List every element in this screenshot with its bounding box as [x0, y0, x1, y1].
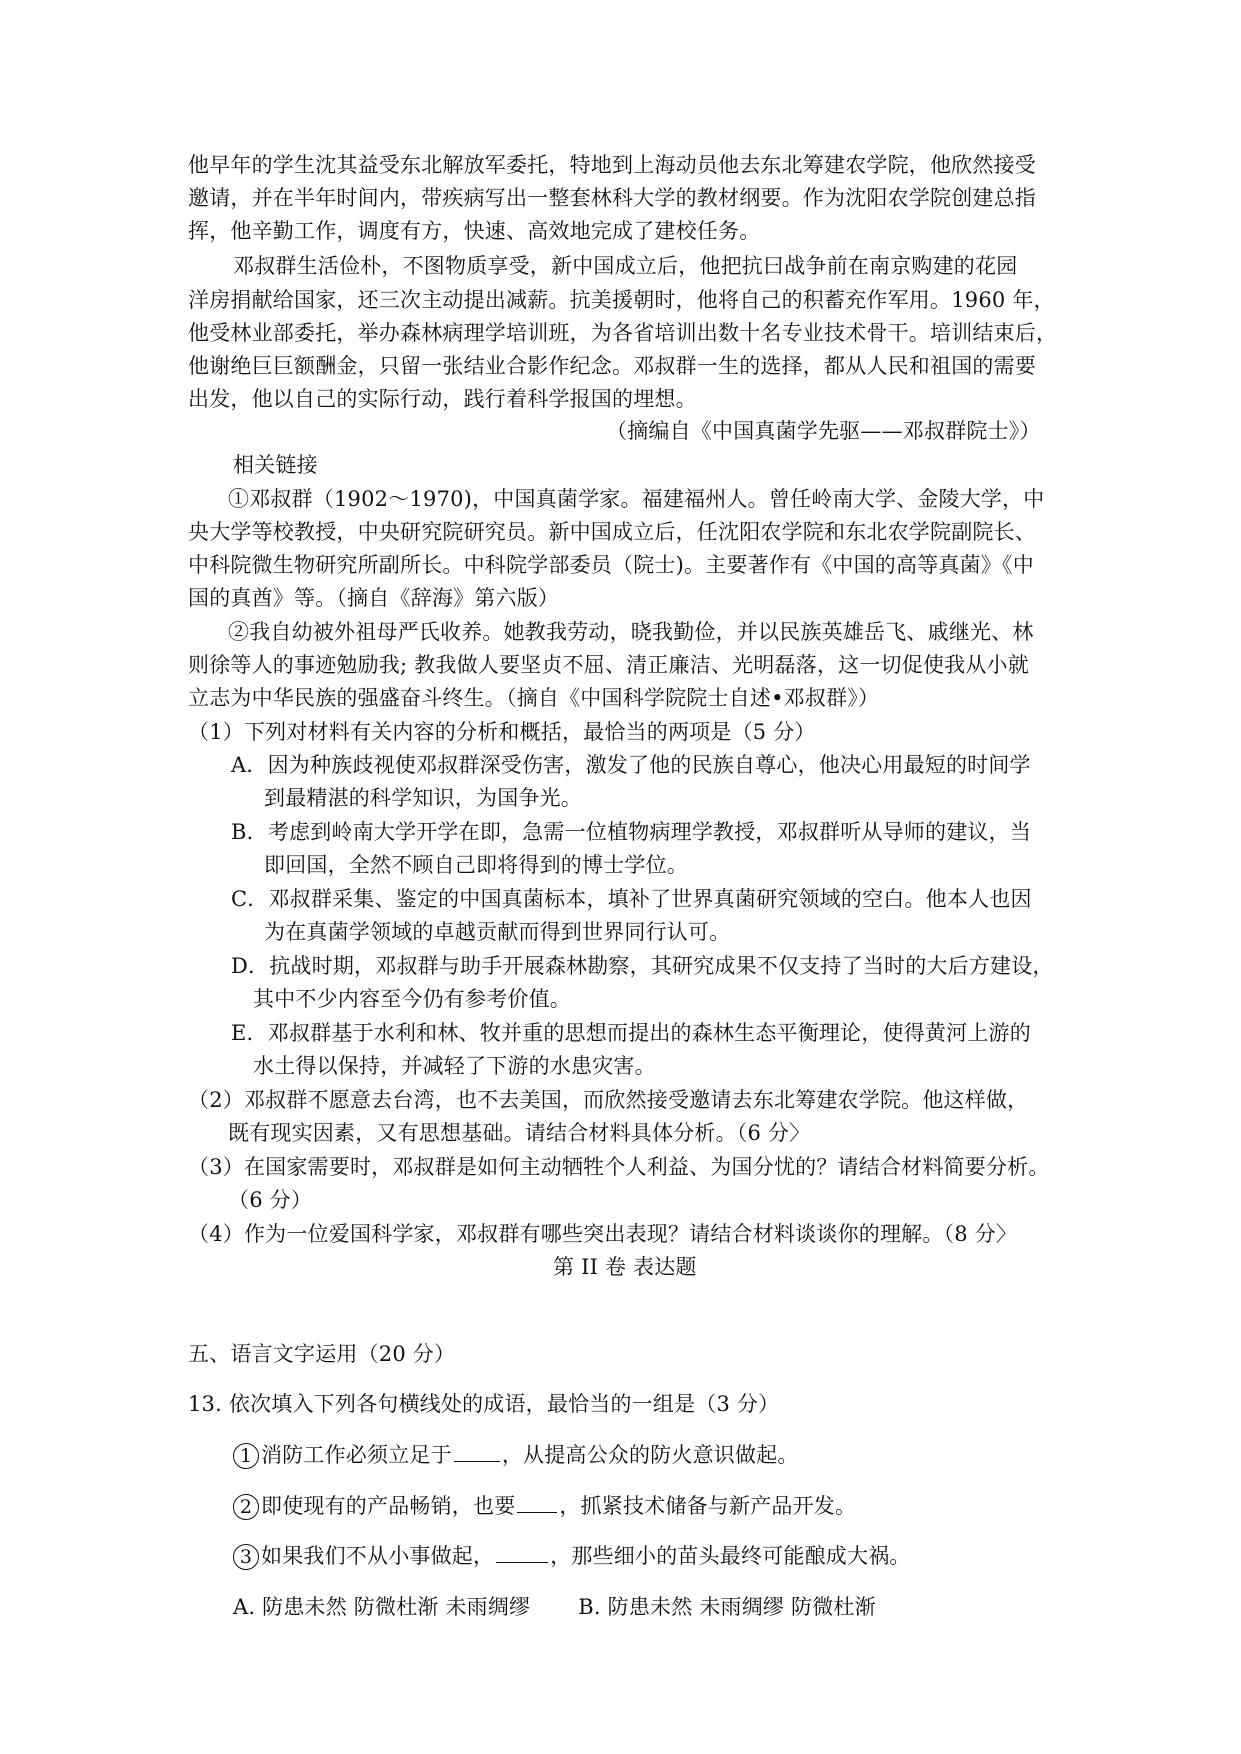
- passage-line: 他受林业部委托，举办森林病理学培训班，为各省培训出数十名专业技术骨干。培训结束后，: [188, 321, 1058, 345]
- passage-line: 洋房捐献给国家，还三次主动提出减薪。抗美援朝时，他将自己的积蓄充作军用。1960 年，: [188, 288, 1055, 312]
- question-3: （3）在国家需要时，邓叔群是如何主动牺牲个人利益、为国分忧的？请结合材料简要分析。: [188, 1155, 1050, 1179]
- link-line: 立志为中华民族的强盛奋斗终生。（摘自《中国科学院院士自述•邓叔群》）: [188, 686, 880, 710]
- passage-line: 邓叔群生活俭朴，不图物质享受，新中国成立后，他把抗曰战争前在南京购建的花园: [233, 254, 1018, 278]
- option-b: B．考虑到岭南大学开学在即，急需一位植物病理学教授，邓叔群听从导师的建议，当: [231, 820, 1032, 844]
- question-2-cont: 既有现实因素，又有思想基础。请结合材料具体分析。（6 分〉: [228, 1121, 811, 1145]
- link-line: ①邓叔群（1902～1970)，中国真菌学家。福建福州人。曾任岭南大学、金陵大学，中: [228, 487, 1045, 511]
- option-a-cont: 到最精湛的科学知识，为国争光。: [264, 786, 582, 810]
- circled-number: 3: [233, 1544, 259, 1570]
- passage-line: 出发，他以自己的实际行动，践行着科学报国的埋想。: [188, 387, 697, 411]
- option-d-cont: 其中不少内容至今仍有参考价值。: [253, 987, 571, 1011]
- question-1-stem: （1）下列对材料有关内容的分析和概括，最恰当的两项是（5 分）: [188, 720, 816, 744]
- option-d: D．抗战时期，邓叔群与助手开展森林勘察，其研究成果不仅支持了当时的大后方建设，: [231, 954, 1054, 978]
- option-b: B. 防患未然 未雨绸缪 防微杜渐: [578, 1595, 876, 1619]
- links-heading: 相关链接: [233, 453, 318, 477]
- question-2: （2）邓叔群不愿意去台湾，也不去美国，而欣然接受邀请去东北筹建农学院。他这样做，: [188, 1088, 1029, 1112]
- link-line: ②我自幼被外祖母严氏收养。她教我劳动，晓我勤俭，并以民族英雄岳飞、戚继光、林: [228, 620, 1034, 644]
- question-4: （4）作为一位爱国科学家，邓叔群有哪些突出表现？请结合材料谈谈你的理解。（8 分〉: [188, 1222, 1018, 1246]
- option-a: A．因为种族歧视使邓叔群深受伤害，激发了他的民族自尊心，他决心用最短的时间学: [231, 753, 1031, 777]
- option-e-cont: 水土得以保持，并减轻了下游的水患灾害。: [253, 1054, 656, 1078]
- sentence-3: 3 如果我们不从小事做起， ，那些细小的苗头最终可能酿成大祸。: [233, 1540, 911, 1571]
- option-c-cont: 为在真菌学领域的卓越贡献而得到世界同行认可。: [264, 920, 731, 944]
- sentence-2: 2 即使现有的产品畅销，也要 ，抓紧技术储备与新产品开发。: [233, 1490, 856, 1521]
- passage-line: 他早年的学生沈其益受东北解放军委托，特地到上海动员他去东北筹建农学院，他欣然接受: [188, 153, 1036, 177]
- question-13-stem: 13. 依次填入下列各句横线处的成语，最恰当的一组是（3 分）: [188, 1392, 780, 1416]
- answer-blank[interactable]: [517, 1490, 557, 1513]
- option-e: E．邓叔群基于水利和林、牧并重的思想而提出的森林生态平衡理论，使得黄河上游的: [231, 1021, 1031, 1045]
- option-b-cont: 即回国，全然不顾自己即将得到的博士学位。: [264, 853, 688, 877]
- sentence-1: 1 消防工作必须立足于 ，从提高公众的防火意识做起。: [233, 1439, 799, 1470]
- volume-title: 第 II 卷 表达题: [553, 1255, 697, 1279]
- option-c: C．邓叔群采集、鉴定的中国真菌标本，填补了世界真菌研究领域的空白。他本人也因: [231, 887, 1032, 911]
- answer-blank[interactable]: [454, 1439, 500, 1462]
- link-line: 则徐等人的事迹勉励我; 教我做人要坚贞不屈、清正廉洁、光明磊落，这一切促使我从小就: [188, 653, 1029, 677]
- answer-blank[interactable]: [496, 1540, 548, 1563]
- passage-line: 挥，他辛勤工作，调度有方，快速、高效地完成了建校任务。: [188, 219, 761, 243]
- circled-number: 1: [233, 1443, 259, 1469]
- passage-line: 他谢绝巨巨额酬金，只留一张结业合影作纪念。邓叔群一生的选择，都从人民和祖国的需要: [188, 354, 1036, 378]
- circled-number: 2: [233, 1494, 259, 1520]
- link-line: 国的真酋》等。（摘自《辞海》第六版）: [188, 586, 560, 610]
- passage-line: 邀请，并在半年时间内，带疾病写出一整套林科大学的教材纲要。作为沈阳农学院创建总指: [188, 186, 1036, 210]
- link-line: 中科院微生物研究所副所长。中科院学部委员（院士)。主要著作有《中国的高等真菌》《中: [188, 553, 1034, 577]
- section-heading: 五、语言文字运用（20 分）: [188, 1342, 456, 1366]
- question-3-cont: （6 分）: [228, 1188, 313, 1212]
- question-13-options: [233, 1592, 876, 1622]
- link-line: 央大学等校教授，中央研究院研究员。新中国成立后，任沈阳农学院和东北农学院副院长、: [188, 520, 1036, 544]
- passage-source: （摘编自《中国真菌学先驱——邓叔群院士》）: [606, 419, 1041, 443]
- option-a: A. 防患未然 防微杜渐 未雨绸缪: [233, 1595, 531, 1619]
